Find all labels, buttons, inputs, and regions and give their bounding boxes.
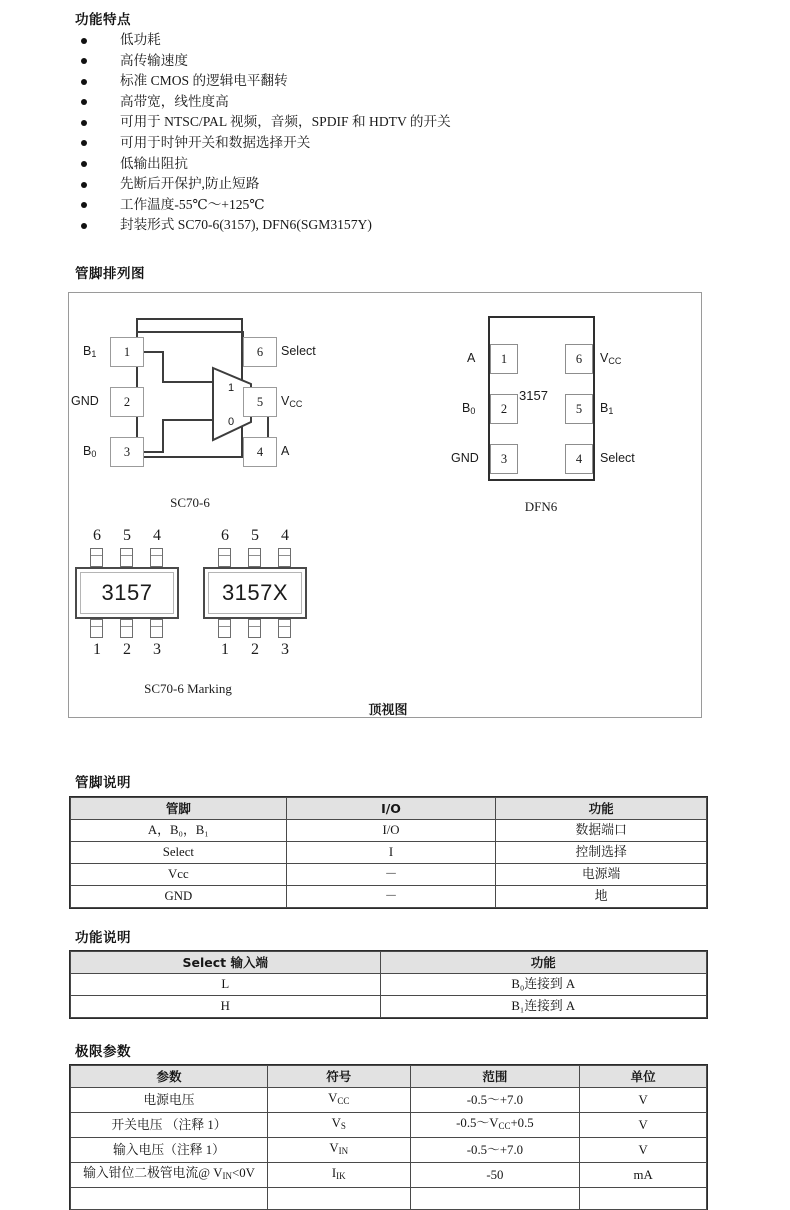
markB-lead-2 <box>248 619 261 638</box>
markA-package-body <box>75 567 179 619</box>
markB-bottom-pin-1: 1 <box>221 641 229 658</box>
markB-lead-3 <box>278 619 291 638</box>
markB-lead-5 <box>248 548 261 567</box>
pinout-heading: 管脚排列图 <box>75 266 145 282</box>
cell-unit: V <box>580 1113 707 1138</box>
cell-pin: Vcc <box>71 864 287 886</box>
list-item: 低输出阻抗 <box>75 154 695 175</box>
list-item: 高带宽，线性度高 <box>75 92 695 113</box>
cell-io: － <box>286 886 496 908</box>
col-header-function: 功能 <box>496 798 707 820</box>
features-list <box>75 30 695 236</box>
dfn6-pad-1: 1 <box>490 344 518 374</box>
dfn6-pin4-label: Select <box>600 451 635 465</box>
markB-lead-1 <box>218 619 231 638</box>
sc70-pin5-label: $V_{CC}$ <box>281 394 303 409</box>
cell-range: -0.5～+7.0 <box>410 1088 580 1113</box>
cell-symbol <box>267 1188 410 1210</box>
cell-function: 控制选择 <box>496 842 707 864</box>
cell-parameter: 输入钳位二极管电流@ $V_{IN}<0V$ <box>71 1163 268 1188</box>
cell-symbol: $V_{IN}$ <box>267 1138 410 1163</box>
top-view-caption: 顶视图 <box>368 703 408 718</box>
dfn6-pin5-label: $B_1$ <box>600 401 614 416</box>
table-row <box>71 974 707 996</box>
list-item: 封装形式 SC70-6(3157), DFN6(SGM3157Y) <box>75 215 695 236</box>
markA-lead-1 <box>90 619 103 638</box>
table-row <box>71 996 707 1018</box>
pin-description-heading: 管脚说明 <box>75 775 131 791</box>
markA-bottom-pin-2: 2 <box>123 641 131 658</box>
cell-unit: V <box>580 1088 707 1113</box>
dfn6-pin3-label: GND <box>451 451 479 465</box>
marking-caption: SC70-6 Marking <box>144 681 232 696</box>
markB-top-pin-4: 4 <box>281 527 289 544</box>
table-row-partial <box>71 1188 707 1210</box>
markA-top-pin-6: 6 <box>93 527 101 544</box>
list-item: 工作温度-55℃～+125℃ <box>75 195 695 216</box>
table-row <box>71 864 707 886</box>
col-header-function: 功能 <box>380 952 706 974</box>
sc70-pin1-label: $B_1$ <box>83 344 97 359</box>
sc70-caption: SC70-6 <box>170 495 210 510</box>
cell-function: 地 <box>496 886 707 908</box>
list-item: 可用于时钟开关和数据选择开关 <box>75 133 695 154</box>
cell-io: － <box>286 864 496 886</box>
cell-parameter <box>71 1188 268 1210</box>
col-header-unit: 单位 <box>580 1066 707 1088</box>
col-header-pin: 管脚 <box>71 798 287 820</box>
cell-pin: Select <box>71 842 287 864</box>
list-item: 可用于 NTSC/PAL 视频，音频，SPDIF 和 HDTV 的开关 <box>75 112 695 133</box>
markB-marking-text: 3157X <box>221 580 289 605</box>
markA-lead-5 <box>120 548 133 567</box>
mux-input-0-label: 0 <box>227 416 235 428</box>
function-description-table <box>70 951 707 1018</box>
cell-symbol: $V_S$ <box>267 1113 410 1138</box>
table-header-row <box>71 798 707 820</box>
table-header-row <box>71 1066 707 1088</box>
table-row <box>71 886 707 908</box>
col-header-range: 范围 <box>410 1066 580 1088</box>
sc70-pin4-label: A <box>281 444 290 458</box>
dfn6-pad-3: 3 <box>490 444 518 474</box>
sc70-pin2-label: GND <box>71 394 99 408</box>
cell-io: I/O <box>286 820 496 842</box>
dfn6-pad-5: 5 <box>565 394 593 424</box>
dfn6-center-marking: 3157 <box>519 388 548 403</box>
mux-input-1-label: 1 <box>227 382 235 394</box>
list-item: 高传输速度 <box>75 51 695 72</box>
markB-top-pin-5: 5 <box>251 527 259 544</box>
cell-function: B₁连接到 A <box>380 996 706 1018</box>
col-header-io: I/O <box>286 798 496 820</box>
features-heading: 功能特点 <box>75 12 131 28</box>
table-row <box>71 1113 707 1138</box>
cell-symbol: $I_{IK}$ <box>267 1163 410 1188</box>
cell-parameter: 输入电压（注释 1） <box>71 1138 268 1163</box>
cell-unit <box>580 1188 707 1210</box>
col-header-parameter: 参数 <box>71 1066 268 1088</box>
sc70-pin3-label: $B_0$ <box>83 444 97 459</box>
markA-lead-4 <box>150 548 163 567</box>
function-description-heading: 功能说明 <box>75 930 131 946</box>
markA-lead-3 <box>150 619 163 638</box>
dfn6-pad-4: 4 <box>565 444 593 474</box>
markB-lead-4 <box>278 548 291 567</box>
list-item: 低功耗 <box>75 30 695 51</box>
cell-select: H <box>71 996 381 1018</box>
sc70-pad-1: 1 <box>110 337 144 367</box>
cell-pin: A，B₀，B₁ <box>71 820 287 842</box>
markA-marking-text: 3157 <box>101 580 153 605</box>
markB-bottom-pin-3: 3 <box>281 641 289 658</box>
limit-parameters-heading: 极限参数 <box>75 1044 131 1060</box>
markB-top-pin-6: 6 <box>221 527 229 544</box>
cell-pin: GND <box>71 886 287 908</box>
cell-function: B₀连接到 A <box>380 974 706 996</box>
dfn6-pin2-label: $B_0$ <box>462 401 476 416</box>
list-item: 先断后开保护,防止短路 <box>75 174 695 195</box>
cell-io: I <box>286 842 496 864</box>
markB-package-body <box>203 567 307 619</box>
cell-function: 数据端口 <box>496 820 707 842</box>
table-row <box>71 820 707 842</box>
sc70-pin6-label: Select <box>281 344 316 358</box>
markB-bottom-pin-2: 2 <box>251 641 259 658</box>
limit-parameters-table <box>70 1065 707 1210</box>
table-row <box>71 842 707 864</box>
dfn6-pad-2: 2 <box>490 394 518 424</box>
markB-lead-6 <box>218 548 231 567</box>
table-header-row <box>71 952 707 974</box>
list-item: 标准 CMOS 的逻辑电平翻转 <box>75 71 695 92</box>
sc70-pad-5: 5 <box>243 387 277 417</box>
dfn6-pin6-label: $V_{CC}$ <box>600 351 622 366</box>
dfn6-pin1-label: A <box>467 351 476 365</box>
cell-range <box>410 1188 580 1210</box>
table-row <box>71 1138 707 1163</box>
cell-range: -0.5～+7.0 <box>410 1138 580 1163</box>
cell-range: -50 <box>410 1163 580 1188</box>
cell-range: $-0.5\sim V_{CC}+0.5$ <box>410 1113 580 1138</box>
sc70-pad-4: 4 <box>243 437 277 467</box>
col-header-symbol: 符号 <box>267 1066 410 1088</box>
table-row <box>71 1163 707 1188</box>
markA-lead-6 <box>90 548 103 567</box>
markA-bottom-pin-3: 3 <box>153 641 161 658</box>
cell-unit: V <box>580 1138 707 1163</box>
pin-description-table <box>70 797 707 908</box>
cell-select: L <box>71 974 381 996</box>
cell-symbol: $V_{CC}$ <box>267 1088 410 1113</box>
markA-top-pin-4: 4 <box>153 527 161 544</box>
sc70-pad-6: 6 <box>243 337 277 367</box>
sc70-pad-3: 3 <box>110 437 144 467</box>
sc70-pad-2: 2 <box>110 387 144 417</box>
markA-lead-2 <box>120 619 133 638</box>
markA-top-pin-5: 5 <box>123 527 131 544</box>
cell-unit: mA <box>580 1163 707 1188</box>
table-row <box>71 1088 707 1113</box>
cell-parameter: 开关电压 （注释 1） <box>71 1113 268 1138</box>
markA-bottom-pin-1: 1 <box>93 641 101 658</box>
dfn6-caption: DFN6 <box>524 499 558 514</box>
cell-function: 电源端 <box>496 864 707 886</box>
dfn6-pad-6: 6 <box>565 344 593 374</box>
cell-parameter: 电源电压 <box>71 1088 268 1113</box>
col-header-select-input: Select 输入端 <box>71 952 381 974</box>
